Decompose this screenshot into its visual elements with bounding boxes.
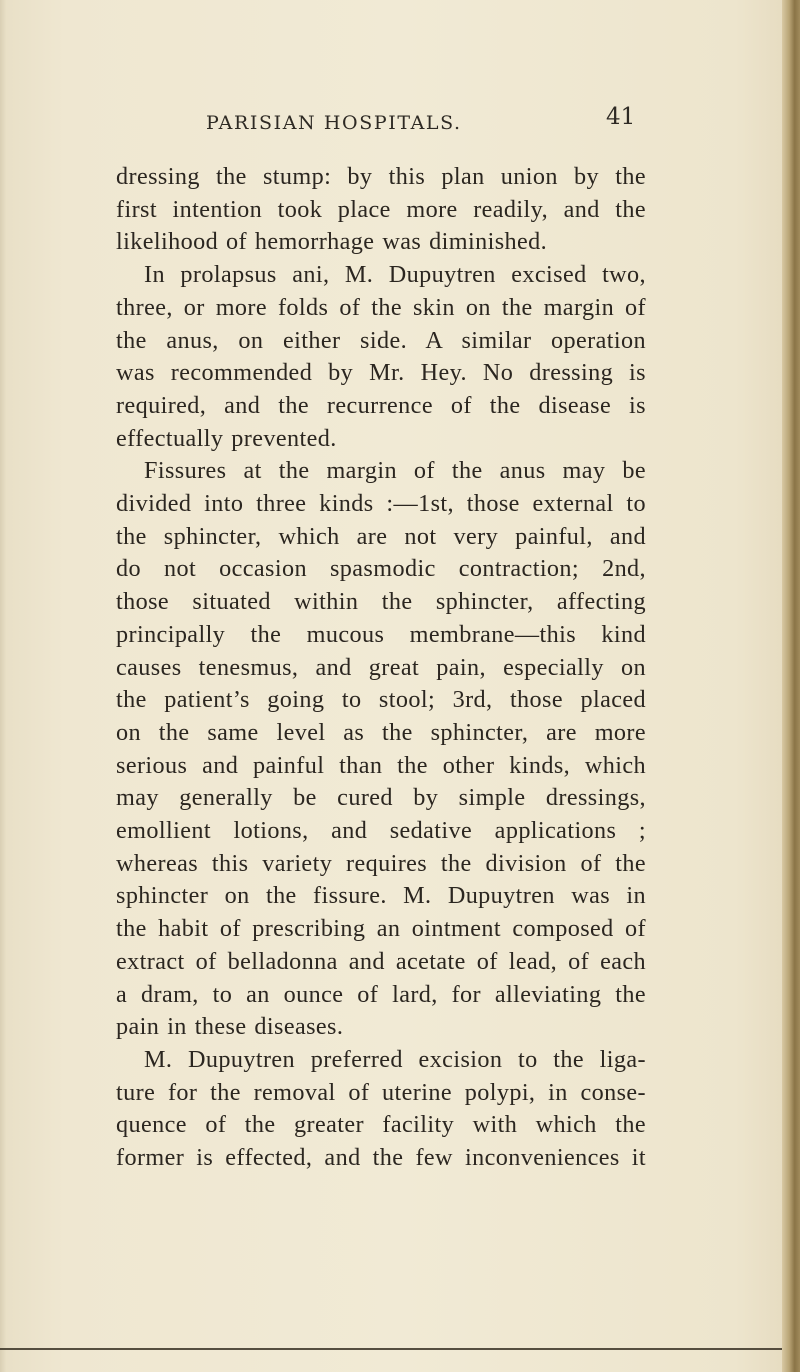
text-line: likelihood of hemorrhage was diminished. <box>116 228 548 256</box>
text-line: quence of the greater facility with which the <box>116 1111 646 1139</box>
text-line: three, or more folds of the skin on the margin of <box>116 293 646 321</box>
text-line: the patient’s going to stool; 3rd, those placed <box>116 686 646 714</box>
text-line: sphincter on the fissure. M. Dupuytren was in <box>116 882 646 910</box>
text-line: pain in these diseases. <box>116 1013 344 1041</box>
text-line: do not occasion spasmodic contraction; 2nd, <box>116 555 646 583</box>
text-line: In prolapsus ani, M. Dupuytren excised two, <box>144 261 646 289</box>
text-line: M. Dupuytren preferred excision to the liga- <box>144 1045 646 1073</box>
text-line: the habit of prescribing an ointment composed of <box>116 915 646 943</box>
text-line: those situated within the sphincter, affecting <box>116 588 646 616</box>
page-number: 41 <box>606 104 636 130</box>
page-left-edge <box>0 0 6 1372</box>
page-bottom-rule <box>0 1348 782 1350</box>
text-line: was recommended by Mr. Hey. No dressing is <box>116 359 646 387</box>
text-line: emollient lotions, and sedative applications ; <box>116 817 646 845</box>
page-right-edge <box>782 0 800 1372</box>
text-line: the anus, on either side. A similar operation <box>116 326 646 354</box>
text-line: first intention took place more readily, and the <box>116 195 646 223</box>
text-line: required, and the recurrence of the disease is <box>116 391 646 419</box>
text-line: serious and painful than the other kinds, which <box>116 751 646 779</box>
text-line: the sphincter, which are not very painful, and <box>116 522 646 550</box>
running-head: PARISIAN HOSPITALS. <box>206 112 462 134</box>
text-line: causes tenesmus, and great pain, especially on <box>116 653 646 681</box>
text-line: whereas this variety requires the division of the <box>116 849 646 877</box>
text-line: on the same level as the sphincter, are more <box>116 718 646 746</box>
text-line: effectually prevented. <box>116 424 337 452</box>
text-line: a dram, to an ounce of lard, for alleviating the <box>116 980 646 1008</box>
body-text <box>116 161 646 1175</box>
text-line: Fissures at the margin of the anus may be <box>144 457 646 485</box>
text-line: may generally be cured by simple dressings, <box>116 784 646 812</box>
text-line: ture for the removal of uterine polypi, in conse- <box>116 1078 646 1106</box>
text-line: former is effected, and the few inconveniences it <box>116 1144 646 1172</box>
text-line: dressing the stump: by this plan union by the <box>116 163 646 190</box>
text-line: divided into three kinds :—1st, those external to <box>116 490 646 518</box>
text-line: principally the mucous membrane—this kind <box>116 620 646 648</box>
text-line: extract of belladonna and acetate of lead, of each <box>116 947 646 975</box>
page-header <box>0 96 800 136</box>
